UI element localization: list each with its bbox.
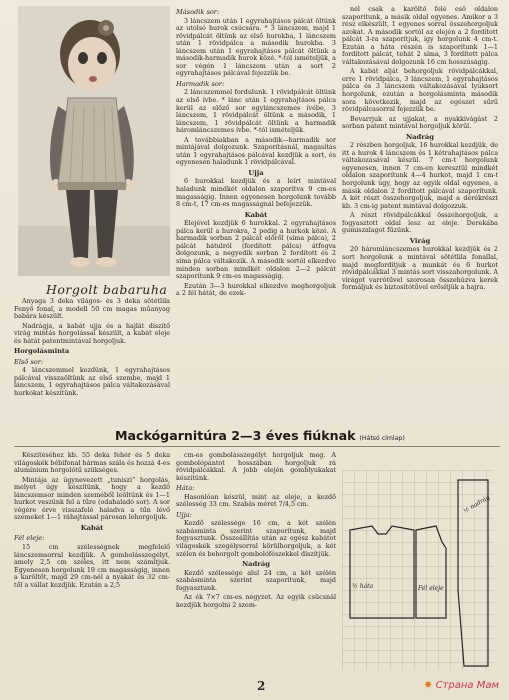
watermark-text: Страна Мам bbox=[435, 680, 500, 691]
paragraph: Mintája az úgynevezett „tuniszi” horgolás, melyet úgy készítünk, hogy a kezdő láncszemsor minden szeméből leöltünk és 1—1 hurkot veszünk fel a tűre (odahaladó sor). A sor végére érve visszafelé haladva a tűn lévő szemeket 1—1 ráhajtással párosan lehorgoljuk. bbox=[14, 475, 170, 522]
pattern-label-back: ½ háta bbox=[352, 583, 374, 590]
section-heading: Kabát bbox=[244, 210, 268, 219]
paragraph: 3 láncszem után 1 egyrahajtásos pálcát öltünk az utolsó hurok csúcsára. * 3 láncszem, majd 1 rövidpálcát öltünk az első hurokba, 1 láncszem után 1 rövidpálca a második hurokba. 3 láncszem után 1 egyrahajtásos pálcát öltünk a második-harmadik hurok közé. *-tól ismételjük, a sor végén 1 láncszem után a sort 2 egyrahajtásos pálcával fejezzük be. bbox=[176, 16, 336, 78]
section-heading: Kabát bbox=[80, 523, 104, 532]
paragraph: A részt rövidpálcákkal összehorgoljuk, a fogyasztott oldal lesz az eleje. Derekába gumiszalagot fűzünk. bbox=[342, 211, 498, 235]
doll-photo bbox=[18, 6, 170, 276]
column-1 bbox=[14, 298, 170, 400]
pattern-label-pants: ½ nadrág bbox=[462, 494, 492, 515]
paragraph: Bevarrjuk az ujjakat, a nyakkivágást 2 sorban patent mintával horgoljuk körül. bbox=[342, 114, 498, 131]
section-heading: Virág bbox=[409, 236, 431, 245]
main-title-text: Mackógarnitúra 2—3 éves fiúknak bbox=[115, 428, 356, 443]
paragraph: Az ék 7×7 cm-es négyzet. Az egyik csücsnál kezdjük horgolni 2 szem- bbox=[176, 593, 336, 609]
paragraph: 6 hurokkal kezdjük és a leírt mintával haladunk mindkét oldalon szaporítva 9 cm-es magasságig. Innen egyenesen horgolunk tovább 8 cm-t, 17 cm-es magasságnál befejezzük. bbox=[176, 177, 336, 209]
section-heading: Fél eleje: bbox=[14, 534, 45, 543]
paragraph: 15 cm szélességnek megfelelő láncszemsorral kezdjük. A gombolásszegélyt, amely 2,5 cm széles, itt nem számítjuk. Egyenesen horgolunk 19 cm magasságig, innen a karöltőt, majd 29 cm-nél a nyakát és 32 cm-től a vállat kezdjük. Ezután a 2,5 bbox=[14, 543, 170, 589]
star-icon: ✸ bbox=[424, 680, 433, 691]
paragraph: nél csak a karöltő felé eső oldalon szaporítunk, a másik oldal egyenes. Amikor a 3 rész elkészült, 1 egyenes sorral összehorgoljuk azokat. A második sortól az elején a 2 fordított pálcát 3-ra szaporítjuk, így horgolunk 4 cm-t. Ezután a háta részén is szaporítunk 1—1 fordított pálcát, tehát 2 síma, 3 fordított pálca váltakozásával dolgozunk 16 cm hosszúságig. bbox=[342, 6, 498, 66]
paragraph: Elejével kezdjük 6 hurokkal. 2 egyrahajtásos pálca kerül a hurokra, 2 pedig a hurkok közé. A harmadik sorban 2 pálcát előről (síma pálca), 2 pálcát hátulról (fordított pálca) átfogva dolgozunk, a negyedik sorban 2 fordított és 2 síma pálca váltakozik. A második sortól elkezdve minden sorban mindkét oldalon 2—2 pálcát szaporítunk 9 cm-es magasságig. bbox=[176, 219, 336, 281]
paragraph: cm-es gombolásszegélyt horgoljuk meg. A gombolópántot hosszában horgoljuk rá rövidpálcákkal. A jobb elején gomblyukakat készítünk. bbox=[176, 452, 336, 482]
paragraph: Ezután 3—3 hurokkal elkezdve meghorgoljuk a 2 fél hátát, de ezek- bbox=[176, 281, 336, 298]
column-4 bbox=[14, 452, 170, 688]
paragraph: Kezdő szélessége alul 24 cm, a két szélén szabásminta szerint szaporítunk, majd fogyasztunk. bbox=[176, 568, 336, 592]
paragraph: Kezdő szélessége 16 cm, a két szélén szabásminta szerint szaporítunk, majd fogyasztunk. Összeállítás után az egész kabátot világoskék szegélysorral körülhorgoljuk, a két szélen és behorgolt gombolófészekkel díszítjük. bbox=[176, 519, 336, 558]
paragraph: Hasonlóan készül, mint az eleje, a kezdő szélesség 33 cm. Szabás méret 7/4,5 cm. bbox=[176, 492, 336, 509]
doll-clothes-title: Horgolt babaruha bbox=[46, 282, 168, 297]
column-2 bbox=[176, 6, 336, 426]
main-article-title bbox=[115, 428, 405, 443]
column-5 bbox=[176, 452, 336, 688]
section-heading: Nadrág bbox=[241, 560, 271, 569]
column-3 bbox=[342, 6, 498, 426]
paragraph: 2 részben horgoljuk, 16 hurokkal kezdjük, de itt a hurok 4 láncszem és 1 kétrahajtásos pálca váltakozásával készül. 7 cm-t horgolunk egyenesen, innen 7 cm-en keresztül mindkét oldalon szaporítunk 4—4 hurkot, majd 1 cm-t horgolunk úgy, hogy az egyik oldal egyenes, a másik oldalon 2 fordított pálcával szaporítunk. A két részt összehorgoljuk, majd a derékrészt kb. 3 cm-ig patent mintával dolgozzuk. bbox=[342, 141, 498, 210]
paragraph: Nadrágja, a kabát ujja és a hajlát díszítő virág mintás horgolással készült, a kabát eleje és hátát patentmintával horgoljuk. bbox=[14, 321, 170, 345]
paragraph: Anyaga 3 deka világos- és 3 deka sötétlila Fenyő fonal, a modell 50 cm magas műanyag babára készült. bbox=[14, 298, 170, 321]
paragraph: A kabát alját behorgoljuk rövidpálcákkal, erre 1 rövidpálca, 3 láncszem, 1 egyrahajtásos pálca és 3 láncszem váltakozásával lyuksort horgolunk, ezután a horgolásminta második sora következik, majd az egészet sűrű rövidpálcasorral fejezzük be. bbox=[342, 67, 498, 114]
pattern-label-front: Fél eleje bbox=[418, 585, 444, 592]
section-heading: Horgolásminta bbox=[14, 347, 70, 356]
paragraph: 2 láncszemmel fordulunk. 1 rövidpálcát öltünk az első ívbe. * lánc után 1 egyrahajtásos pálca kerül az előző sor egyláncszemes ívébe, 3 láncszem, 1 rövidpálcát öltünk a második, 1 láncszem, 1 rövidpálcát öltünk a harmadik háromláncszemes ívbe. *-tól ismételjük. bbox=[176, 88, 336, 135]
title-rule bbox=[14, 446, 500, 447]
section-heading: Háta: bbox=[176, 484, 195, 493]
section-heading: Második sor: bbox=[176, 8, 220, 16]
page-number: 2 bbox=[257, 679, 266, 693]
paragraph: Készítéséhez kb. 55 deka fehér és 5 deka világoskék bébifonal hármas szála és hozzá 4-es alumínium horgolótű szükséges. bbox=[14, 452, 170, 475]
section-heading: Harmadik sor: bbox=[176, 79, 225, 88]
section-heading: Első sor: bbox=[14, 357, 44, 366]
section-heading: Nadrág bbox=[405, 132, 435, 141]
paragraph: 4 láncszemmel kezdünk, 1 egyrahajtásos pálcával visszaöltünk az első szembe, majd 1 láncszem, 1 egyrahajtásos pálca váltakozásával hurkokat készítünk. bbox=[14, 366, 170, 398]
watermark bbox=[424, 680, 499, 691]
main-title-note: (Hátsó címlap) bbox=[359, 435, 405, 442]
section-heading: Ujja: bbox=[176, 510, 192, 519]
sewing-pattern-diagram bbox=[342, 470, 494, 670]
paragraph: 20 háromláncszemes hurokkal kezdjük és 2 sort horgolunk a mintával sötétlila fonallal, majd megfordítjuk a munkát és 6 hurkot rövidpálcákkal 3 mintás sort visszahorgolunk. A virágot varrótűvel szorosan összehúzva kerek formáljuk és biztosítótűvel erősítjük a hajra. bbox=[342, 245, 498, 292]
section-heading: Ujja bbox=[248, 168, 264, 177]
paragraph: A továbbiakban a második—harmadik sor mintájával dolgozunk. Szaporításnál, magasítás után 1 egyrahajtásos pálcával kezdjük a sort, és egyenesen haladunk 1 rövidpálcával. bbox=[176, 135, 336, 167]
